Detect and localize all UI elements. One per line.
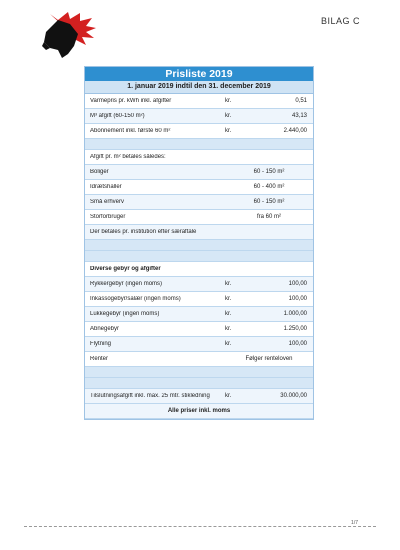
fee-label: Inkassogebyr/salær (ingen moms) <box>90 296 181 302</box>
institution-note-row <box>85 225 313 240</box>
area-range: 60 - 400 m² <box>253 184 285 190</box>
fee-value: 1.250,00 <box>283 326 307 332</box>
price-label: M³ afgift (60-150 m²) <box>90 113 145 119</box>
area-heading: Afgift pr. m² betales således: <box>90 154 166 160</box>
price-value: 43,13 <box>291 113 307 119</box>
fee-label: Lukkegebyr (ingen moms) <box>90 311 160 317</box>
institution-note: Der betales pr. institution efter særaftale <box>90 229 197 235</box>
fee-row <box>85 292 313 307</box>
area-row <box>85 195 313 210</box>
section-divider <box>85 139 313 150</box>
price-label: Varmepris pr. kWh inkl. afgifter <box>90 98 172 104</box>
price-unit: kr. <box>225 128 232 134</box>
fee-unit: kr. <box>225 296 232 302</box>
price-row <box>85 94 313 109</box>
section-divider <box>85 240 313 251</box>
section-divider <box>85 378 313 389</box>
fee-unit: kr. <box>225 326 232 332</box>
fee-unit: kr. <box>225 341 232 347</box>
fee-label: Rykkergebyr (ingen moms) <box>90 281 163 287</box>
section-divider <box>85 367 313 378</box>
fee-value: 100,00 <box>288 296 307 302</box>
connection-label: Tilslutningsafgift inkl. max. 25 mtr. stikledning <box>90 393 210 399</box>
connection-fee-row <box>85 389 313 404</box>
page-number: 1/7 <box>351 520 358 526</box>
connection-value: 30.000,00 <box>280 393 307 399</box>
connection-unit: kr. <box>225 393 232 399</box>
price-unit: kr. <box>225 113 232 119</box>
fee-row <box>85 307 313 322</box>
fee-row <box>85 277 313 292</box>
fee-value: 1.000,00 <box>283 311 307 317</box>
vat-note: Alle priser inkl. moms <box>167 408 231 414</box>
fees-heading-row <box>85 262 313 277</box>
interest-value: Følger renteloven <box>245 356 293 362</box>
area-range: 60 - 150 m² <box>253 199 285 205</box>
area-label: Små erhverv <box>90 199 125 205</box>
fee-row <box>85 337 313 352</box>
area-range: 60 - 150 m² <box>253 169 285 175</box>
area-heading-row <box>85 150 313 165</box>
fee-label: Flytning <box>90 341 112 347</box>
price-label: Abonnement inkl. første 60 m² <box>90 128 171 134</box>
price-value: 0,51 <box>295 98 307 104</box>
area-label: Boliger <box>90 169 109 175</box>
fee-row <box>85 322 313 337</box>
fee-label: Åbnegebyr <box>90 326 120 332</box>
fee-value: 100,00 <box>288 281 307 287</box>
area-row <box>85 180 313 195</box>
area-row <box>85 210 313 225</box>
area-row <box>85 165 313 180</box>
validity-period: 1. januar 2019 indtil den 31. december 2019 <box>85 81 313 94</box>
area-label: Idrætshaller <box>90 184 122 190</box>
page-footer-divider <box>24 526 376 527</box>
price-list-sheet <box>84 66 314 420</box>
section-divider <box>85 251 313 262</box>
fees-heading: Diverse gebyr og afgifter <box>90 266 161 272</box>
attachment-label: BILAG C <box>320 16 360 26</box>
fee-unit: kr. <box>225 281 232 287</box>
horse-head-logo <box>40 10 98 60</box>
interest-row <box>85 352 313 367</box>
price-value: 2.440,00 <box>283 128 307 134</box>
price-list-title: Prisliste 2019 <box>85 67 313 81</box>
area-label: Storforbruger <box>90 214 126 220</box>
interest-label: Renter <box>90 356 109 362</box>
price-row <box>85 109 313 124</box>
price-unit: kr. <box>225 98 232 104</box>
price-row <box>85 124 313 139</box>
fee-unit: kr. <box>225 311 232 317</box>
fee-value: 100,00 <box>288 341 307 347</box>
footer-row <box>85 404 313 419</box>
area-range: fra 60 m² <box>256 214 281 220</box>
